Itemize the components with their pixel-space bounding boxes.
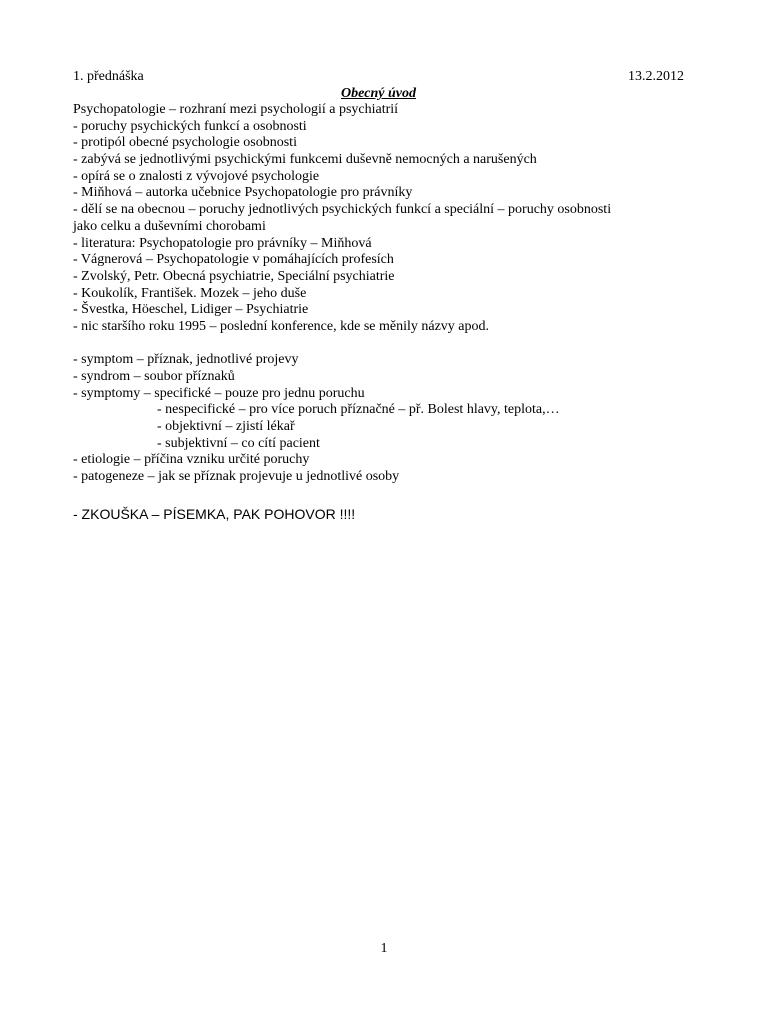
document-body [73,102,703,486]
blank-line [73,336,703,353]
text-line: - Koukolík, František. Mozek – jeho duše [73,285,307,301]
exam-note: - ZKOUŠKA – PÍSEMKA, PAK POHOVOR !!!! [73,506,356,522]
indented-text-line: - nespecifické – pro více poruch příznačné – př. Bolest hlavy, teplota,… [157,402,560,418]
text-line: - symptom – příznak, jednotlivé projevy [73,352,299,368]
text-line: - nic staršího roku 1995 – poslední konference, kde se měnily názvy apod. [73,318,490,334]
text-line: - zabývá se jednotlivými psychickými funkcemi duševně nemocných a narušených [73,152,537,168]
text-line: - symptomy – specifické – pouze pro jednu poruchu [73,385,365,401]
text-line: - opírá se o znalosti z vývojové psychologie [73,168,320,184]
lecture-date: 13.2.2012 [628,69,684,84]
indented-text-line: - objektivní – zjistí lékař [157,419,295,435]
lecture-number: 1. přednáška [73,69,144,84]
text-line: - Zvolský, Petr. Obecná psychiatrie, Speciální psychiatrie [73,268,395,284]
text-line: - dělí se na obecnou – poruchy jednotlivých psychických funkcí a speciální – poruchy osobnosti [73,202,612,218]
text-line: - etiologie – příčina vzniku určité poruchy [73,452,310,468]
text-line: - poruchy psychických funkcí a osobnosti [73,118,307,134]
text-line: - Vágnerová – Psychopatologie v pomáhajících profesích [73,252,394,268]
text-line: Psychopatologie – rozhraní mezi psychologií a psychiatrií [73,102,399,117]
text-line: - Miňhová – autorka učebnice Psychopatologie pro právníky [73,185,413,201]
text-line: - literatura: Psychopatologie pro právníky – Miňhová [73,235,372,251]
text-line: jako celku a duševními chorobami [73,218,266,234]
indented-text-line: - subjektivní – co cítí pacient [157,435,320,451]
document-title: Obecný úvod [340,86,417,101]
text-line: - patogeneze – jak se příznak projevuje u jednotlivé osoby [73,469,400,485]
page-header [73,68,684,85]
page-number: 1 [380,941,388,956]
text-line: - Švestka, Höeschel, Lidiger – Psychiatrie [73,302,309,318]
text-line: - syndrom – soubor příznaků [73,369,235,384]
text-line: - protipól obecné psychologie osobnosti [73,135,297,151]
